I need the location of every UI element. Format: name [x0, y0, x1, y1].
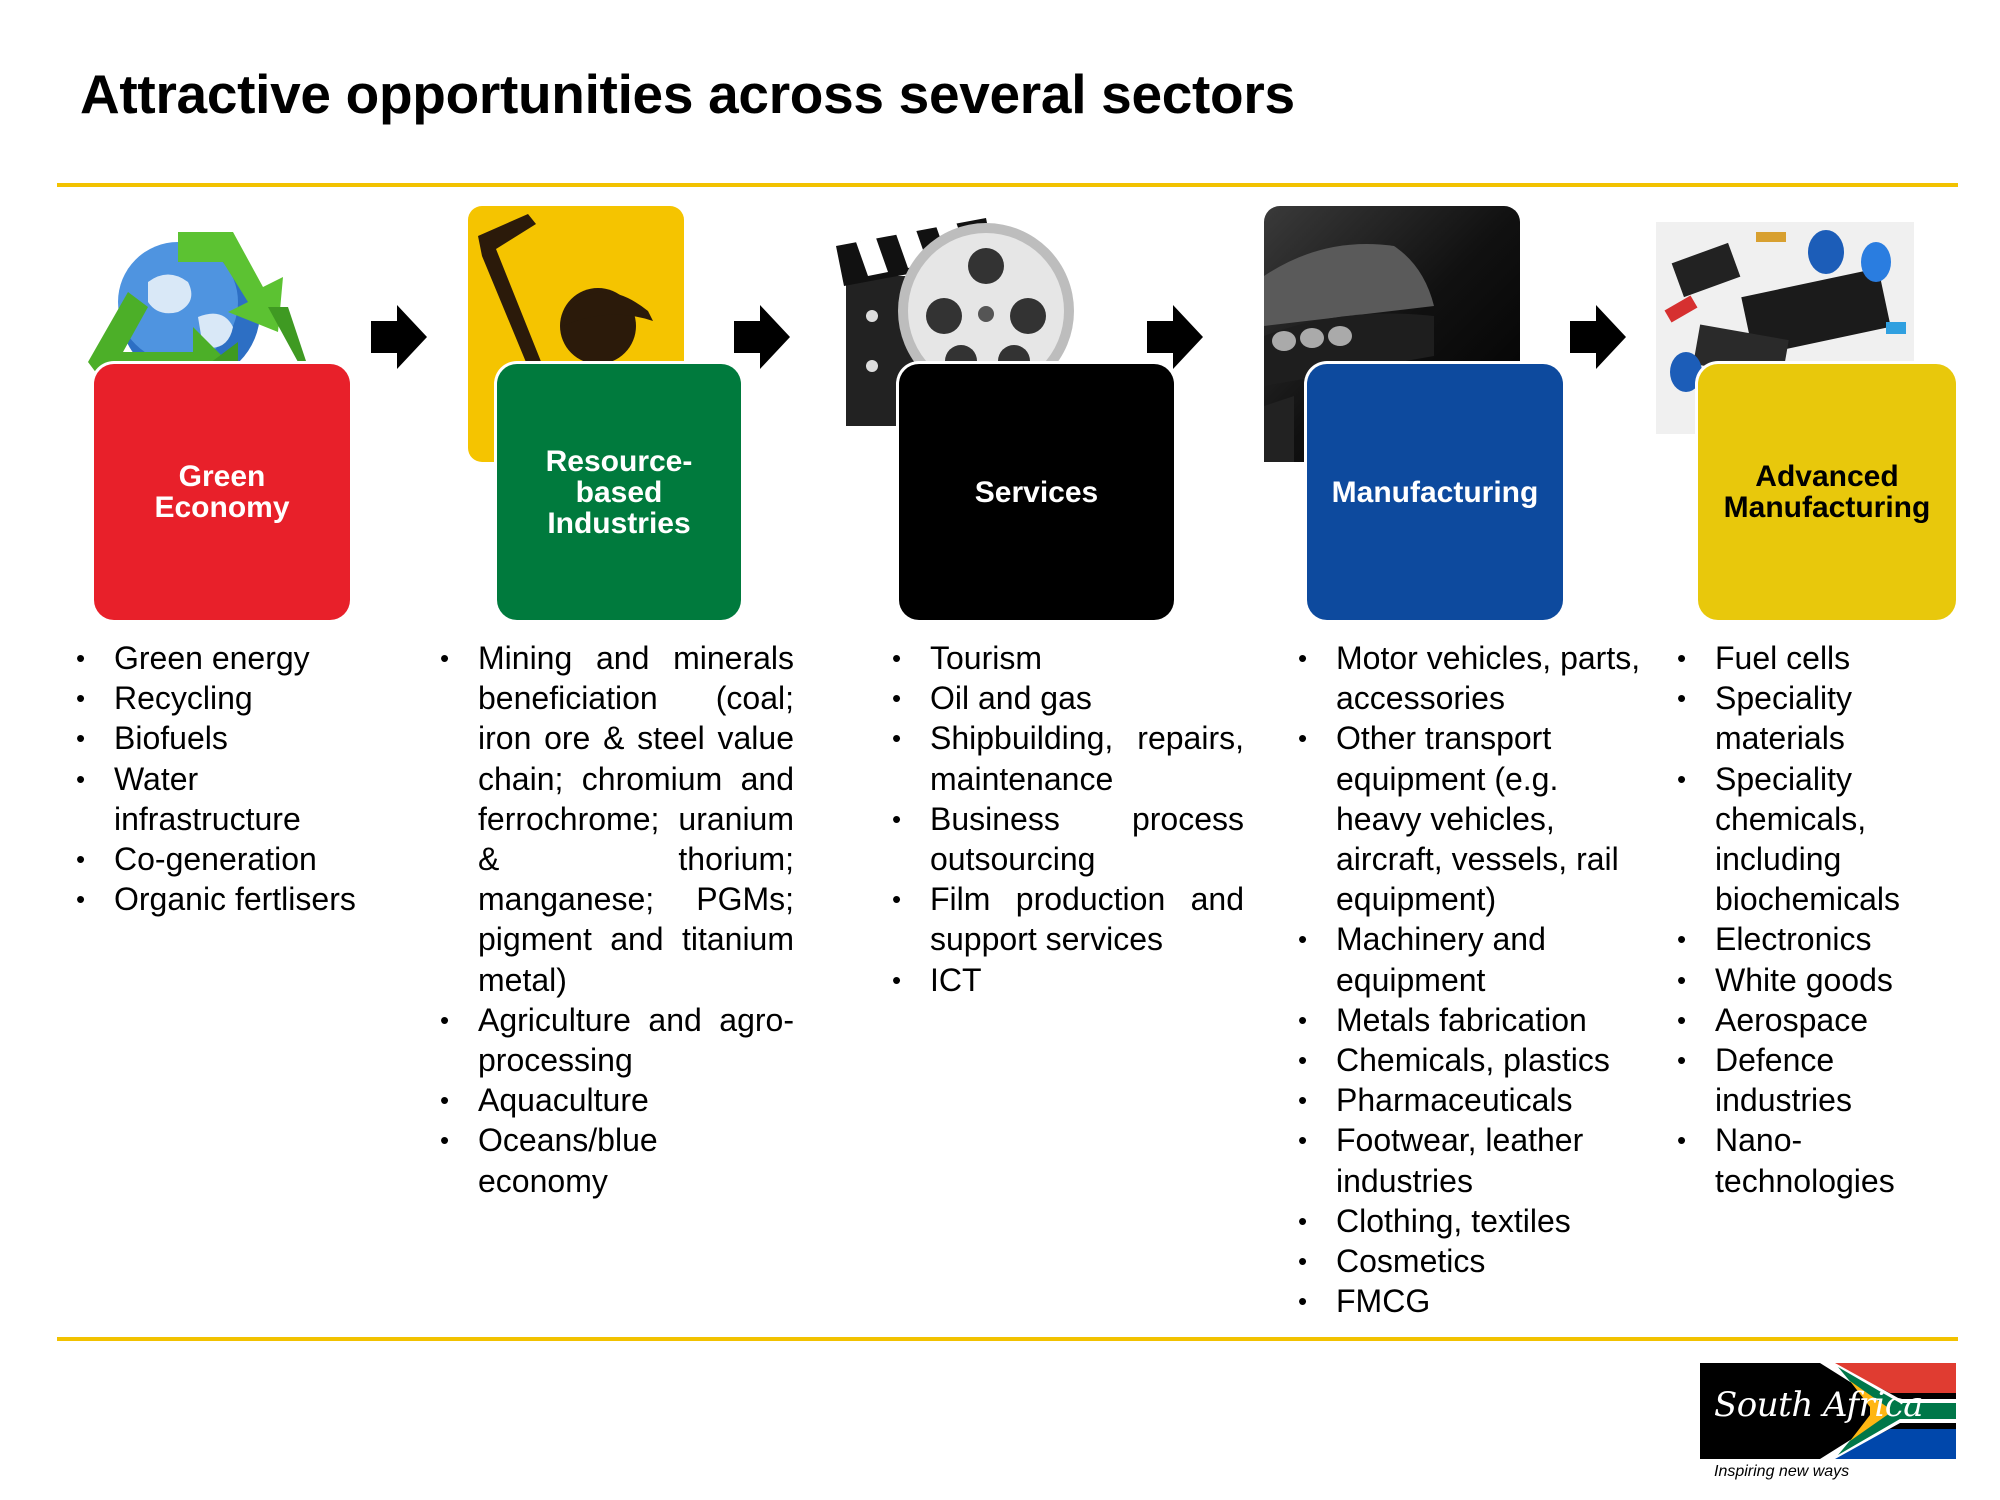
sector-box-manufacturing: Manufacturing [1307, 364, 1563, 620]
arrow-right-icon [1570, 305, 1626, 369]
top-divider [57, 183, 1958, 187]
list-item: • Organic fertlisers [76, 879, 376, 919]
list-item: • Mining and minerals beneficiation (coal; iron ore & steel value chain; chromium and ferrochrome; uranium & thorium; manganese; PGMs; pigment and titanium metal) [440, 638, 794, 1000]
recycling-globe-icon [68, 222, 313, 384]
list-item: • Business process outsourcing [892, 799, 1244, 879]
list-item: • Speciality materials [1677, 678, 1967, 758]
sector-list-resource-based-industries [440, 638, 794, 1201]
list-item: • ICT [892, 960, 1244, 1000]
sector-box-services: Services [899, 364, 1174, 620]
sector-box-green-economy: Green Economy [94, 364, 350, 620]
list-item: • Aerospace [1677, 1000, 1967, 1040]
arrow-right-icon [371, 305, 427, 369]
list-item: • Agriculture and agro-processing [440, 1000, 794, 1080]
list-item: • Machinery and equipment [1298, 919, 1646, 999]
list-item: • White goods [1677, 960, 1967, 1000]
list-item: • Footwear, leather industries [1298, 1120, 1646, 1200]
list-item: • Other transport equipment (e.g. heavy vehicles, aircraft, vessels, rail equipment) [1298, 718, 1646, 919]
list-item: • Oceans/blue economy [440, 1120, 794, 1200]
arrow-right-icon [734, 305, 790, 369]
list-item: • Chemicals, plastics [1298, 1040, 1646, 1080]
list-item: • Green energy [76, 638, 376, 678]
list-item: • Speciality chemicals, including biochemicals [1677, 759, 1967, 920]
list-item: • Fuel cells [1677, 638, 1967, 678]
list-item: • Water infrastructure [76, 759, 376, 839]
list-item: • Film production and support services [892, 879, 1244, 959]
list-item: • Defence industries [1677, 1040, 1967, 1120]
logo-tagline: Inspiring new ways [1714, 1463, 1850, 1480]
list-item: • Aquaculture [440, 1080, 794, 1120]
list-item: • Cosmetics [1298, 1241, 1646, 1281]
list-item: • Clothing, textiles [1298, 1201, 1646, 1241]
sector-list-services [892, 638, 1244, 1000]
list-item: • Nano-technologies [1677, 1120, 1967, 1200]
list-item: • Shipbuilding, repairs, maintenance [892, 718, 1244, 798]
sector-box-resource-based-industries: Resource- based Industries [497, 364, 741, 620]
list-item: • Tourism [892, 638, 1244, 678]
list-item: • Metals fabrication [1298, 1000, 1646, 1040]
list-item: • Biofuels [76, 718, 376, 758]
bottom-divider [57, 1337, 1958, 1341]
list-item: • Recycling [76, 678, 376, 718]
list-item: • Co-generation [76, 839, 376, 879]
list-item: • Oil and gas [892, 678, 1244, 718]
south-africa-logo [1700, 1363, 1956, 1483]
list-item: • Motor vehicles, parts, accessories [1298, 638, 1646, 718]
list-item: • Pharmaceuticals [1298, 1080, 1646, 1120]
logo-name: South Africa [1714, 1385, 1924, 1425]
sector-list-manufacturing [1298, 638, 1646, 1321]
list-item: • Electronics [1677, 919, 1967, 959]
arrow-right-icon [1147, 305, 1203, 369]
sector-list-green-economy [76, 638, 376, 919]
sector-list-advanced-manufacturing [1677, 638, 1967, 1201]
page-title: Attractive opportunities across several sectors [80, 63, 1295, 125]
sector-box-advanced-manufacturing: Advanced Manufacturing [1698, 364, 1956, 620]
list-item: • FMCG [1298, 1281, 1646, 1321]
